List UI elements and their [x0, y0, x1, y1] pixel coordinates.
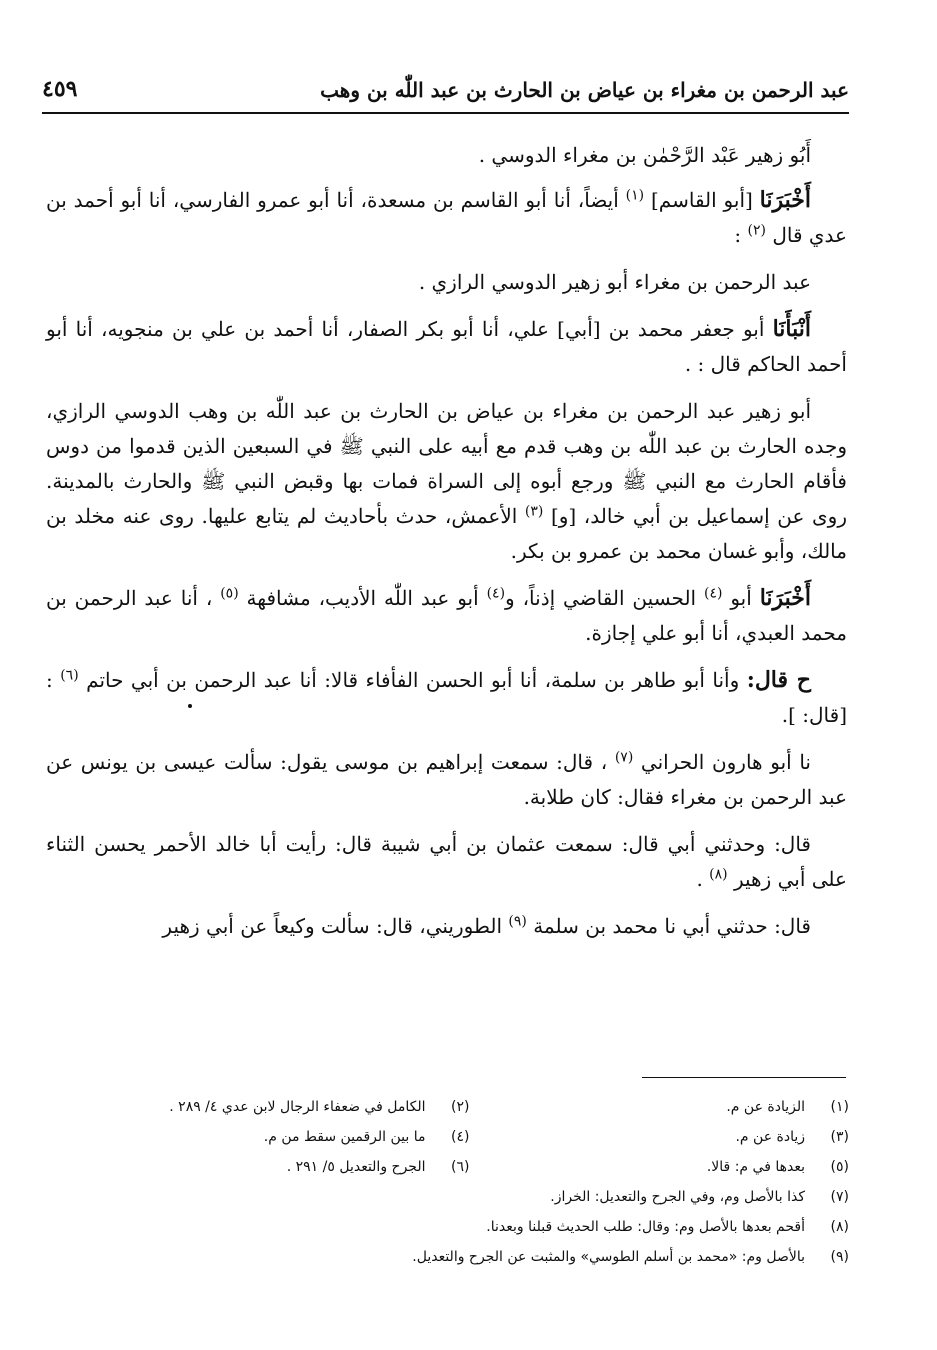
footnote [470, 1129, 850, 1145]
footnote-row [90, 1242, 849, 1272]
footnote-text: أقحم بعدها بالأصل وم: وقال: طلب الحديث قبلنا وبعدنا. [486, 1219, 805, 1235]
footnote-number: (٣) [830, 1129, 849, 1145]
paragraph-3: عبد الرحمن بن مغراء أبو زهير الدوسي الرازي . [418, 270, 811, 294]
footnote-ref: (٧) [614, 749, 634, 766]
stray-mark [188, 704, 192, 708]
paragraph-1: أَبُو زهير عَبْد الرَّحْمٰن بن مغراء الدوسي . [478, 143, 811, 167]
narration-lead: أَخْبَرَنَا [759, 585, 812, 611]
paragraph-5 [46, 394, 847, 569]
footnote-number: (٦) [451, 1159, 470, 1175]
page-header [42, 72, 849, 110]
footnote-number: (٨) [830, 1219, 849, 1235]
text-segment: الأعمش، حدث بأحاديث لم يتابع عليها. روى عنه مخلد بن مالك، وأبو غسان محمد بن عمرو بن بكر. [46, 504, 847, 563]
text-segment: : [734, 223, 748, 247]
footnote-text: بعدها في م: قالا. [706, 1159, 805, 1175]
footnote-row [90, 1092, 849, 1122]
footnote-ref: (١) [625, 187, 645, 204]
footnotes [90, 1092, 849, 1272]
text-segment: نا أبو هارون الحراني [633, 750, 811, 774]
footnote-text: الجرح والتعديل ٥/ ٢٩١ . [286, 1159, 426, 1175]
footnote-text: زيادة عن م. [735, 1129, 805, 1145]
page-number: ٤٥٩ [42, 76, 78, 102]
footnote-ref: (٣) [524, 503, 544, 520]
paragraph-7 [46, 663, 847, 733]
running-title: عبد الرحمن بن مغراء بن عياض بن الحارث بن عبد اللّٰه بن وهب [320, 78, 849, 102]
footnote-number: (٢) [451, 1099, 470, 1115]
text-segment: ، أنا عبد الرحمن بن محمد العبدي، أنا أبو علي إجازة. [46, 586, 847, 645]
text-segment: أيضاً، أنا أبو القاسم بن مسعدة، أنا أبو عمرو الفارسي، أنا أبو أحمد بن عدي قال [46, 188, 847, 247]
footnote-ref: (٨) [709, 866, 728, 883]
footnote-row [90, 1182, 849, 1212]
paragraph-6 [46, 581, 847, 651]
header-rule [42, 112, 849, 114]
text-segment: قال: حدثني أبي نا محمد بن سلمة [526, 914, 811, 938]
narration-lead: ح قال: [746, 667, 811, 693]
footnote-row [90, 1122, 849, 1152]
footnote-text: ما بين الرقمين سقط من م. [263, 1129, 426, 1145]
footnote-text: كذا بالأصل وم، وفي الجرح والتعديل: الخراز. [550, 1189, 805, 1205]
text-segment: أبو عبد اللّٰه الأديب، مشافهة [238, 586, 487, 610]
text-segment: ، قال: سمعت إبراهيم بن موسى يقول: سألت عيسى بن يونس عن عبد الرحمن بن مغراء فقال: كان طلابة. [46, 750, 847, 809]
footnote-text: بالأصل وم: «محمد بن أسلم الطوسي» والمثبت عن الجرح والتعديل. [412, 1249, 805, 1265]
footnote [90, 1129, 470, 1145]
footnote-number: (٩) [830, 1249, 849, 1265]
text-segment: الطوريني، قال: سألت وكيعاً عن أبي زهير [162, 914, 509, 938]
footnote-text: الكامل في ضعفاء الرجال لابن عدي ٤/ ٢٨٩ . [169, 1099, 426, 1115]
paragraph-9 [46, 827, 847, 897]
footnote-ref: (٤) [703, 585, 723, 602]
footnote-number: (٧) [830, 1189, 849, 1205]
footnote [90, 1099, 470, 1115]
footnote-ref: (٥) [220, 585, 239, 602]
paragraph-2 [46, 183, 847, 253]
text-segment: . [696, 867, 710, 891]
footnote-rule [642, 1077, 846, 1078]
footnote-ref: (٢) [747, 222, 766, 239]
footnote [90, 1189, 849, 1205]
footnote-row [90, 1212, 849, 1242]
paragraph-8 [46, 745, 847, 815]
footnote-number: (١) [830, 1099, 849, 1115]
footnote-number: (٥) [830, 1159, 849, 1175]
footnote [470, 1099, 850, 1115]
paragraph-4 [46, 312, 847, 382]
narration-lead: أَنْبَأَنَا [772, 316, 811, 342]
text-segment: أبو [722, 586, 760, 610]
text-segment: قال: وحدثني أبي قال: سمعت عثمان بن أبي شيبة قال: رأيت أبا خالد الأحمر يحسن الثناء على أبي زهير [46, 832, 847, 891]
text-segment: [أبو القاسم] [644, 188, 760, 212]
paragraph-10 [46, 909, 847, 944]
footnote [90, 1159, 470, 1175]
text-segment: أبو جعفر محمد بن [أبي] علي، أنا أبو بكر الصفار، أنا أحمد بن علي بن منجويه، أنا أبو أحمد الحاكم قال : . [46, 317, 847, 376]
footnote [470, 1159, 850, 1175]
footnote-ref: (٩) [508, 913, 527, 930]
footnote-row [90, 1152, 849, 1182]
footnote-number: (٤) [451, 1129, 470, 1145]
text-segment: وأنا أبو طاهر بن سلمة، أنا أبو الحسن الفأفاء قالا: أنا عبد الرحمن بن أبي حاتم [78, 668, 747, 692]
main-text [46, 138, 847, 956]
footnote [90, 1249, 849, 1265]
text-segment: أبو زهير عبد الرحمن بن مغراء بن عياض بن الحارث بن عبد اللّٰه بن وهب الدوسي الرازي، وجده الحارث بن عبد اللّٰه بن وهب قدم مع أبيه على النبي ﷺ في السبعين الذين قدموا من دوس فأقام الحارث مع النبي ﷺ ورجع أبوه إلى السراة فمات بها وقبض النبي ﷺ والحارث بالمدينة. روى عن إسماعيل بن أبي خالد، [و] [46, 399, 848, 528]
text-segment: : [قال: ]. [46, 668, 847, 727]
footnote [90, 1219, 849, 1235]
text-segment: الحسين القاضي إذناً، و [505, 586, 704, 610]
footnote-text: الزيادة عن م. [726, 1099, 805, 1115]
footnote-ref: (٤) [486, 585, 506, 602]
narration-lead: أَخْبَرَنَا [759, 187, 811, 213]
footnote-ref: (٦) [60, 667, 79, 684]
